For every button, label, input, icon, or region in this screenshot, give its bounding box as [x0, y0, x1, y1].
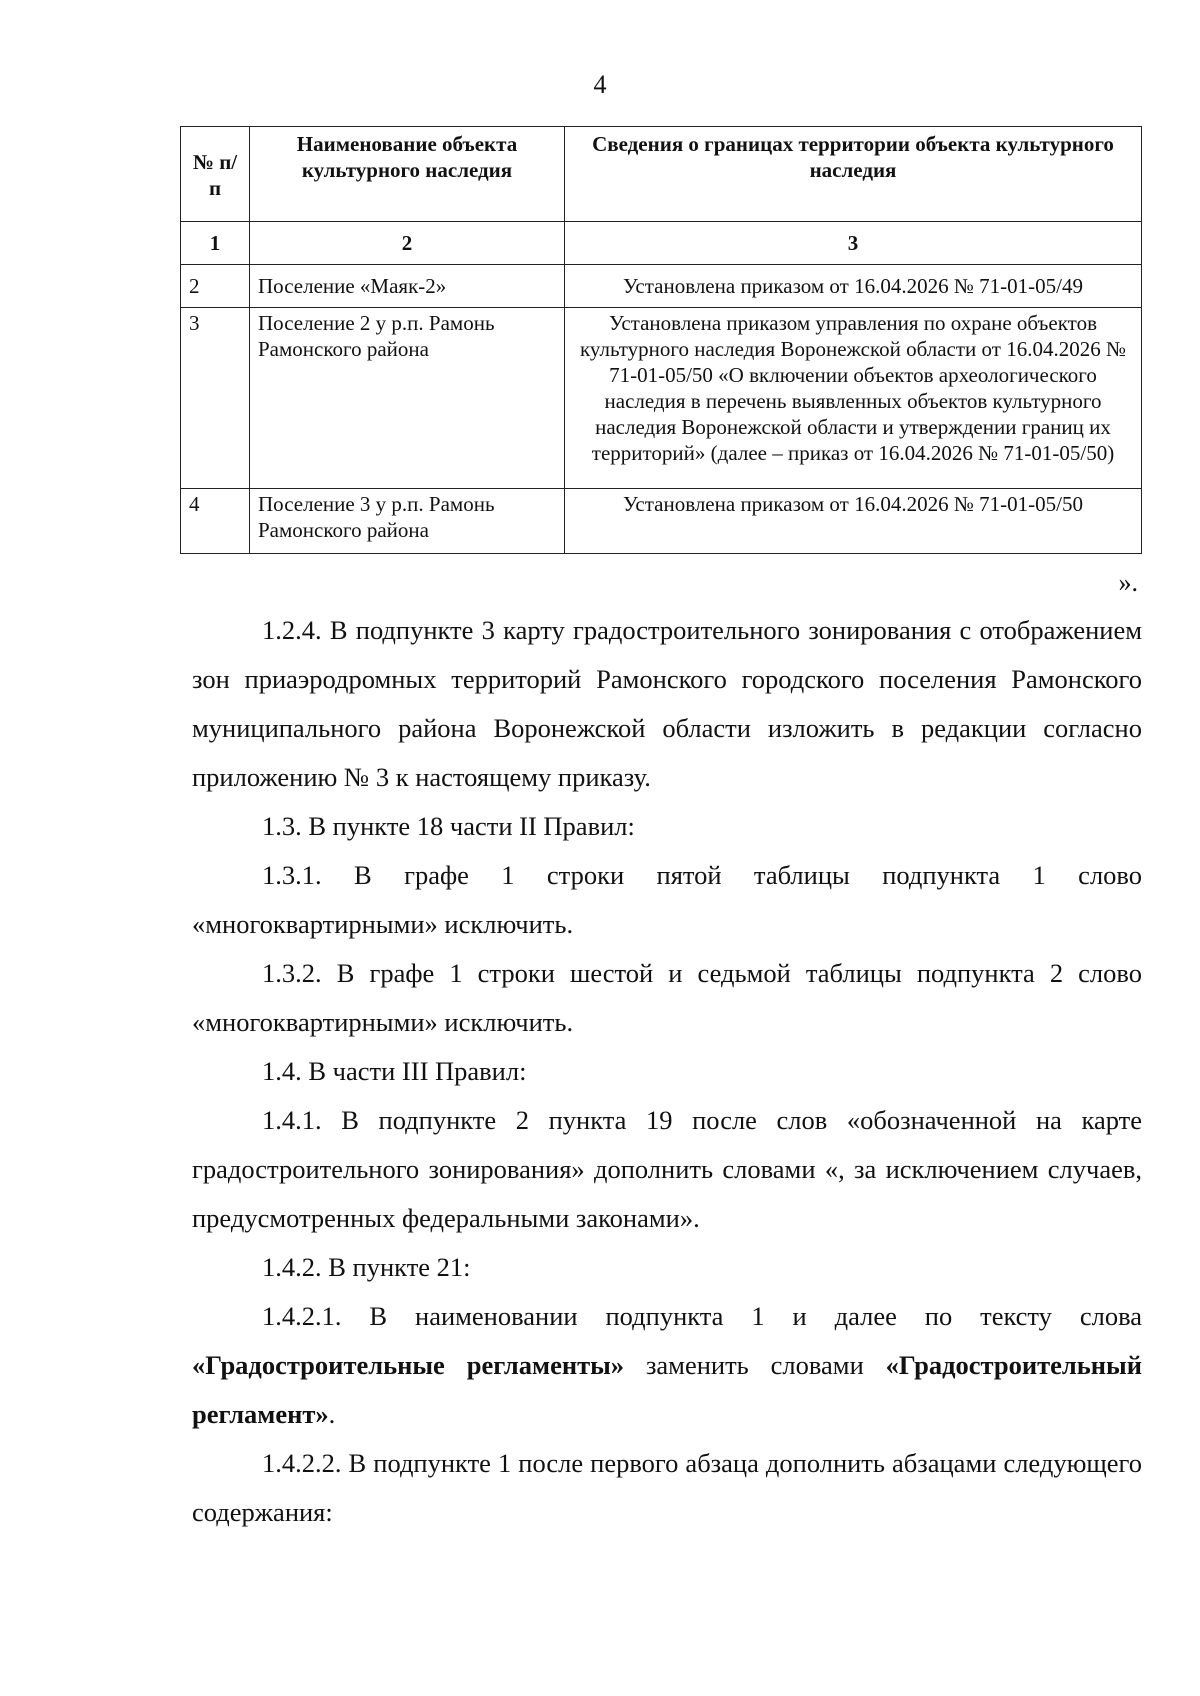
page-number: 4	[593, 70, 607, 99]
paragraph-1-4-2-2: 1.4.2.2. В подпункте 1 после первого абзаца дополнить абзацами следующего содержания:	[192, 1448, 1142, 1527]
row-boundaries-info: Установлена приказом управления по охране объектов культурного наследия Воронежской области от 16.04.2026 № 71-01-05/50 «О включении объектов археологического наследия в перечень выявленных объектов культурного наследия Воронежской области и утверждении границ их территорий» (далее – приказ от 16.04.2026 № 71-01-05/50)	[565, 308, 1142, 489]
row-object-name: Поселение 3 у р.п. Рамонь Рамонского района	[250, 489, 565, 554]
document-body	[192, 606, 1142, 1537]
paragraph-text: заменить словами	[624, 1350, 886, 1380]
paragraph-text: .	[328, 1399, 336, 1429]
table-row	[181, 308, 1142, 489]
column-numbers-row	[181, 222, 1142, 265]
paragraph-1-3-2: 1.3.2. В графе 1 строки шестой и седьмой таблицы подпункта 2 слово «многоквартирными» исключить.	[192, 958, 1142, 1037]
paragraph-1-4: 1.4. В части III Правил:	[262, 1056, 527, 1086]
paragraph-text: 1.4.2.1. В наименовании подпункта 1 и далее по тексту слова	[262, 1301, 1142, 1331]
table-header-row	[181, 127, 1142, 222]
row-object-name: Поселение «Маяк-2»	[250, 265, 565, 308]
row-boundaries-info: Установлена приказом от 16.04.2026 № 71-01-05/49	[565, 265, 1142, 308]
closing-quote-mark: ».	[1118, 568, 1138, 597]
column-number: 2	[250, 222, 565, 265]
header-object-name: Наименование объекта культурного наследия	[250, 127, 565, 222]
bold-term-new: «Градостроительный регламент»	[192, 1350, 1142, 1429]
bold-term-old: «Градостроительные регламенты»	[192, 1350, 625, 1380]
paragraph-1-4-2: 1.4.2. В пункте 21:	[262, 1252, 471, 1282]
header-boundaries-info: Сведения о границах территории объекта культурного наследия	[565, 127, 1142, 222]
column-number: 1	[181, 222, 250, 265]
header-number: № п/п	[181, 127, 250, 222]
row-number: 3	[181, 308, 250, 489]
column-number: 3	[565, 222, 1142, 265]
row-boundaries-info: Установлена приказом от 16.04.2026 № 71-01-05/50	[565, 489, 1142, 554]
heritage-objects-table	[180, 126, 1142, 554]
paragraph-1-4-1: 1.4.1. В подпункте 2 пункта 19 после слов «обозначенной на карте градостроительного зонирования» дополнить словами «, за исключением случаев, предусмотренных федеральными законами».	[192, 1105, 1142, 1233]
table-row	[181, 489, 1142, 554]
row-object-name: Поселение 2 у р.п. Рамонь Рамонского района	[250, 308, 565, 489]
paragraph-1-3-1: 1.3.1. В графе 1 строки пятой таблицы подпункта 1 слово «многоквартирными» исключить.	[192, 860, 1142, 939]
row-number: 4	[181, 489, 250, 554]
paragraph-1-4-2-1	[192, 1292, 1142, 1439]
paragraph-1-3: 1.3. В пункте 18 части II Правил:	[262, 811, 635, 841]
paragraph-1-2-4: 1.2.4. В подпункте 3 карту градостроительного зонирования с отображением зон приаэродромных территорий Рамонского городского поселения Рамонского муниципального района Воронежской области изложить в редакции согласно приложению № 3 к настоящему приказу.	[192, 615, 1142, 792]
row-number: 2	[181, 265, 250, 308]
table-row	[181, 265, 1142, 308]
